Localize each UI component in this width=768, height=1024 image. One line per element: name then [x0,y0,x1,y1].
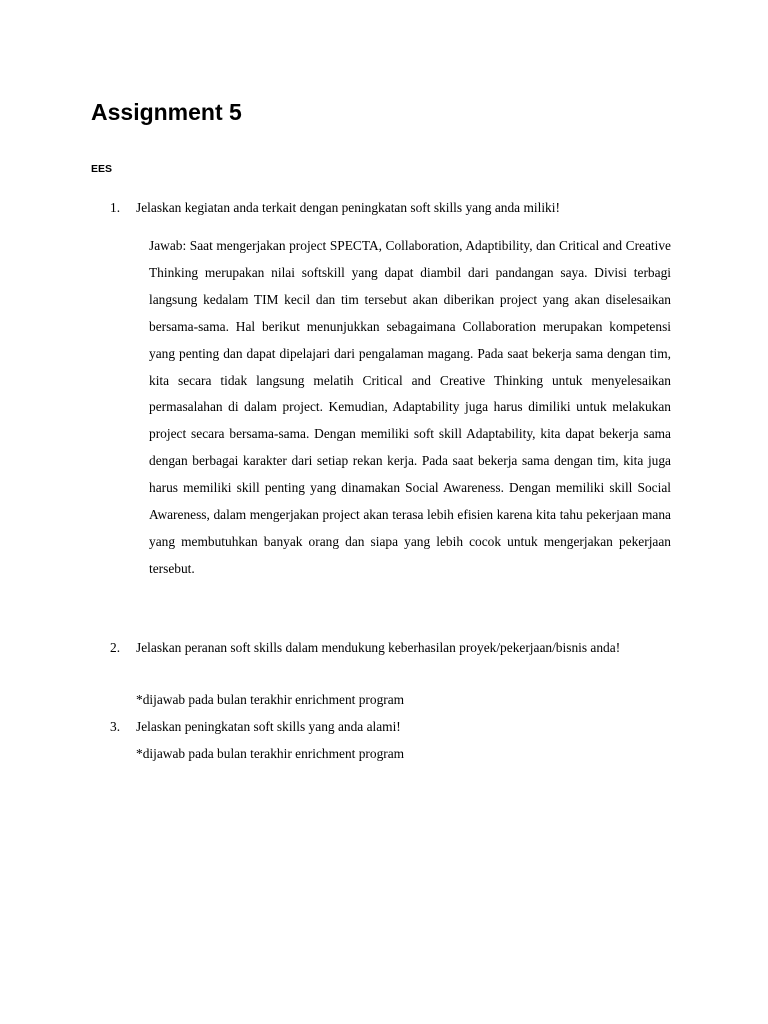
question-1-number: 1. [110,200,121,215]
question-3-number: 3. [110,719,121,734]
question-2-number: 2. [110,640,121,655]
section-heading: EES [91,163,113,175]
question-2-note: *dijawab pada bulan terakhir enrichment program [136,692,405,707]
question-1-answer: Jawab: Saat mengerjakan project SPECTA, Collaboration, Adaptibility, dan Critical and Creative Thinking merupakan nilai softskill yang dapat diambil dari pandangan saya. Divisi terbagi langsung kedalam TIM kecil dan tim tersebut akan diberikan project yang akan diselesaikan bersama-sama. Hal berikut menunjukkan sebagaimana Collaboration merupakan kompetensi yang penting dan dapat dipelajari dari pengalaman magang. Pada saat bekerja sama dengan tim, kita secara tidak langsung melatih Critical and Creative Thinking untuk menyelesaikan permasalahan di dalam project. Kemudian, Adaptability juga harus dimiliki untuk melakukan project secara bersama-sama. Dengan memiliki soft skill Adaptability, kita dapat bekerja sama dengan berbagai karakter dari setiap rekan kerja. Pada saat bekerja sama dengan tim, kita juga harus memiliki skill penting yang dinamakan Social Awareness. Dengan memiliki skill Social Awareness, dalam mengerjakan project akan terasa lebih efisien karena kita tahu pekerjaan mana yang membutuhkan banyak orang dan siapa yang lebih cocok untuk mengerjakan pekerjaan tersebut. [149,238,671,576]
question-1-text: Jelaskan kegiatan anda terkait dengan peningkatan soft skills yang anda miliki! [136,200,560,215]
document-title: Assignment 5 [91,99,242,125]
question-3-note: *dijawab pada bulan terakhir enrichment program [136,746,405,761]
question-3-text: Jelaskan peningkatan soft skills yang anda alami! [136,719,401,734]
question-2-text: Jelaskan peranan soft skills dalam mendukung keberhasilan proyek/pekerjaan/bisnis anda! [136,640,621,655]
